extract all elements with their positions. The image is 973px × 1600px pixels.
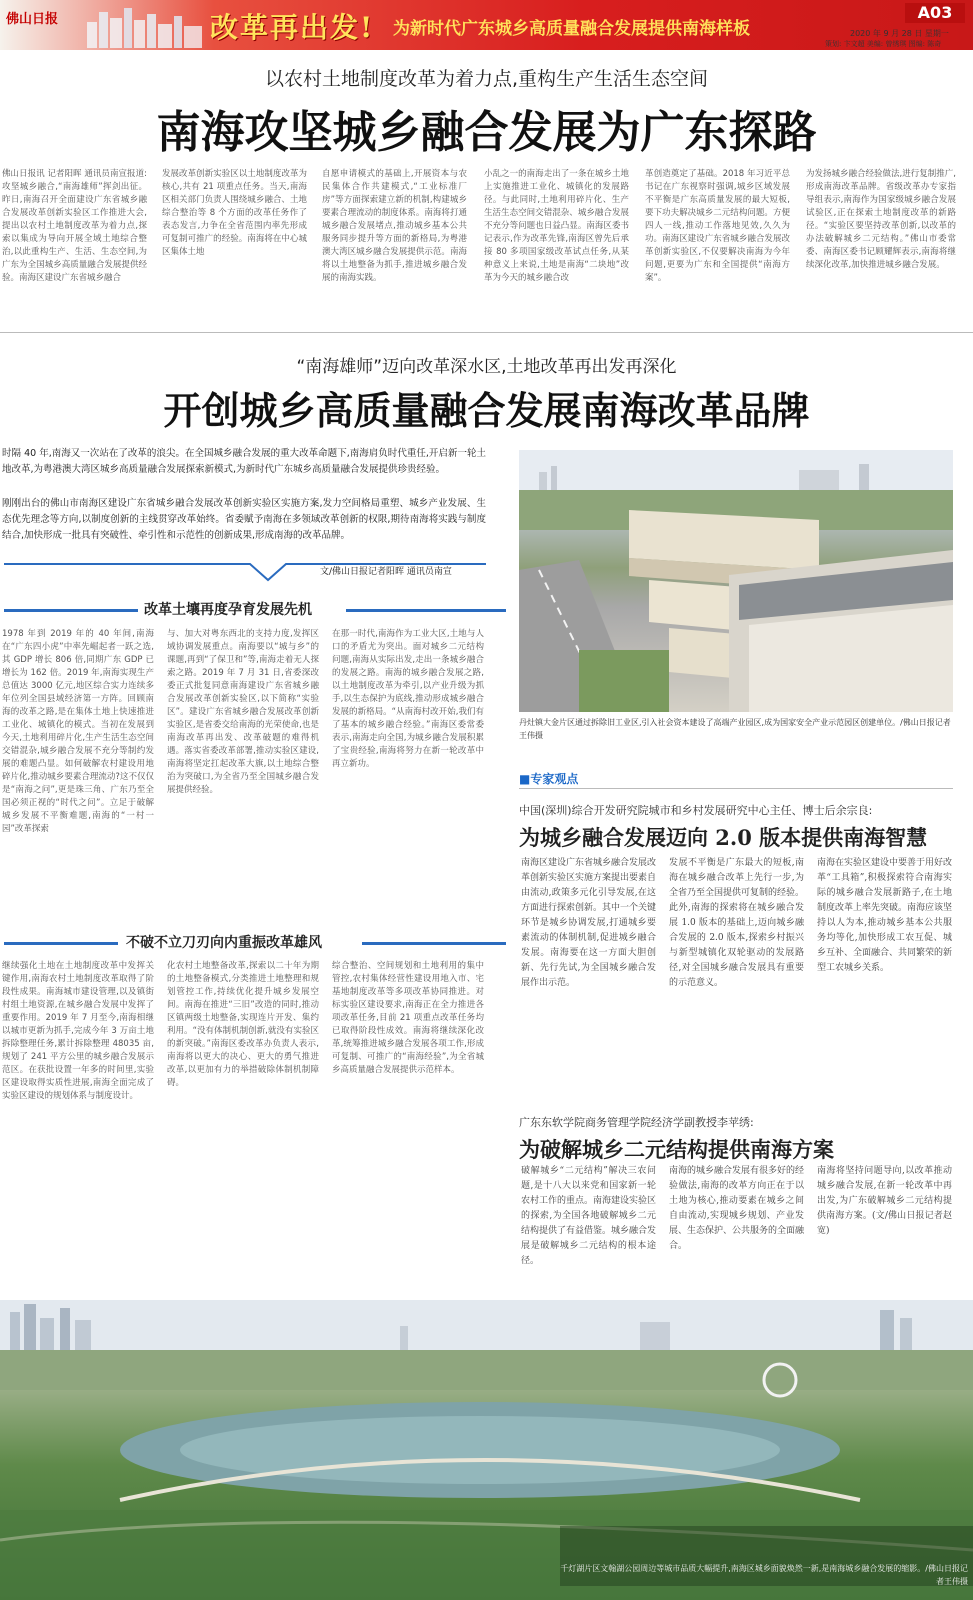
issue-date: 2020 年 9 月 28 日 星期一 (850, 29, 949, 38)
section2-column-3: 综合整治、空间规划和土地利用的集中管控,农村集体经营性建设用地入市、宅基地制度改革等多项改革协同推进。对标实验区建设要求,南海正在全力推进各项改革任务,目前 21 项重点改革任务均已取得阶段性成效。南海将继续深化改革,统筹推进城乡融合发展各项工作,形成可复制、可推广的“南海经验”,为全省城乡高质量融合发展提供示范样本。 (332, 961, 484, 1075)
section1-column-3: 在那一时代,南海作为工业大区,土地与人口的矛盾尤为突出。面对城乡二元结构问题,南海从实际出发,走出一条城乡融合的发展之路。南海的城乡融合发展之路,以土地制度改革为牵引,以产业升级为抓手,以生态保护为底线,推动形成城乡融合发展的新格局。“从南海村改开始,我们有了基本的城乡融合经验。”南海区委常委表示,南海走向全国,为城乡融合发展积累了宝贵经验,南海将努力在新一轮改革中再立新功。 (332, 629, 484, 769)
section1-header (0, 600, 510, 620)
expert2-title: 为破解城乡二元结构提供南海方案 (519, 1137, 834, 1162)
section1-title: 改革土壤再度孕育发展先机 (144, 602, 312, 618)
article1-headline: 南海攻坚城乡融合发展为广东探路 (156, 107, 817, 158)
section2-column-1: 继续强化土地在土地制度改革中发挥关键作用,南海农村土地制度改革取得了阶段性成果。南海城市建设管理,以及镇街村组土地资源,在城乡融合发展中发挥了重要作用。2019 年 7 月至今,南海相继以城市更新为抓手,完成今年 3 万亩土地拆除整理任务,累计拆除整理 48035 亩,规划了 241 平方公里的城乡融合发展示范区。在获批设置一年多的时间里,实验区建设取得实质性进展,南海全面完成了实验区建设的规划体系与制度设计。 (2, 961, 154, 1101)
expert1-title: 为城乡融合发展迈向 2.0 版本提供南海智慧 (519, 825, 928, 850)
expert-views-tag: ■专家观点 (519, 772, 579, 786)
expert1-kicker: 中国(深圳)综合开发研究院城市和乡村发展研究中心主任、博士后余宗良: (519, 804, 873, 817)
section2-column-2: 化农村土地整备改革,探索以二十年为期的土地整备模式,分类推进土地整理和规划管控工作,持续优化提升城乡发展空间。南海在推进“三旧”改造的同时,推动区镇两级土地整备,实现连片开发、集约利用。“没有体制机制创新,就没有实验区的新突破。”南海区委改革办负责人表示,南海将以更大的决心、更大的勇气推进改革,以更加有力的举措破除体制机制障碍。 (167, 961, 319, 1088)
article2-lead-2: 刚刚出台的佛山市南海区建设广东省城乡融合发展改革创新实验区实施方案,发力空间格局重塑、城乡产业发展、生态优先理念等方向,以制度创新的主线贯穿改革始终。省委赋予南海在多领域改革创新的权限,期待南海将实践与制度结合,加快形成一批具有突破性、牵引性和示范性的创新成果,形成南海的改革品牌。 (2, 498, 486, 541)
article1-column-1: 佛山日报讯 记者阳晖 通讯员南宣报道:攻坚城乡融合,“南海雄师”挥剑出征。昨日,南海召开全面建设广东省城乡融合发展改革创新实验区工作推进大会,提出以农村土地制度改革为着力点,探索以集成为导向开展全域土地综合整治,以此重构生产、生活、生态空间,为广东为全国城乡高质量融合发展提供经验。南海区建设广东省城乡融合 (2, 169, 147, 283)
section1-column-1: 1978 年到 2019 年的 40 年间,南海在“广东四小虎”中率先崛起者一跃之选,其 GDP 增长 806 倍,同期广东 GDP 已增长为 162 倍。2019 年,南海实现生产总值达 3000 亿元,地区综合实力连续多年位列全国县域经济第一方阵。回顾南海的改革之路,是在集体土地上快速推进工业化、城镇化的模式。当初在发展到今天,土地利用碎片化,生产生活生态空间交错混杂,城乡融合发展不充分等制约发展的难题凸显。如何破解农村建设用地碎片化,推动城乡要素合理流动?这不仅仅是“南海之问”,更是珠三角、广东乃至全国必须正视的“时代之问”。立足于破解城乡发展不平衡难题,南海的“一村一园”改革探索 (2, 629, 154, 834)
article2-lead-1: 时隔 40 年,南海又一次站在了改革的浪尖。在全国城乡融合发展的重大改革命题下,南海肩负时代重任,开启新一轮土地改革,为粤港澳大湾区城乡高质量融合发展探索新模式,为新时代广东城乡高质量融合发展提供珍贵经验。 (2, 448, 486, 475)
lakeside-park-photo-drawing (0, 1300, 973, 1600)
section2-rule-left (4, 942, 118, 945)
industrial-park-photo (519, 450, 953, 712)
section1-rule-left (4, 609, 138, 612)
expert1-column-3: 南海在实验区建设中要善于用好改革“工具箱”,积极探索符合南海实际的城乡融合发展新路子,在土地制度改革上率先突破。南海应该坚持以人为本,推动城乡基本公共服务均等化,加快形成工农互促、城乡互补、全面融合、共同繁荣的新型工农城乡关系。 (817, 858, 952, 973)
article2-kicker: “南海雄师”迈向改革深水区,土地改革再出发再深化 (296, 357, 677, 377)
article1-column-2: 发展改革创新实验区以土地制度改革为核心,共有 21 项重点任务。当天,南海区相关部门负责人围绕城乡融合、土地综合整治等 8 个方面的改革任务作了表态发言,力争在全省范围内率先形成可复制可推广的经验。南海将在中心城区集体土地 (162, 169, 307, 257)
newspaper-logo: 佛山日报 (6, 12, 59, 27)
article1-column-6: 为发扬城乡融合经验做法,进行复制推广,形成南海改革品牌。省级改革办专家指导组表示,南海作为国家级城乡融合发展试验区,正在探索土地制度改革的新路径。“实验区要坚持改革创新,以改革的办法破解城乡二元结构。”佛山市委常委、南海区委书记顾耀辉表示,南海将继续深化改革,加快推进城乡融合发展。 (806, 169, 956, 270)
expert2-column-3: 南海将坚持问题导向,以改革推动城乡融合发展,在新一轮改革中再出发,为广东破解城乡二元结构提供南海方案。(文/佛山日报记者赵宽) (817, 1166, 952, 1236)
section-divider (0, 332, 973, 333)
section2-header (0, 933, 510, 953)
banner-title: 改革再出发! (210, 11, 375, 44)
banner-subtitle: 为新时代广东城乡高质量融合发展提供南海样板 (393, 19, 750, 39)
expert1-column-2: 发展不平衡是广东最大的短板,南海在城乡融合改革上先行一步,为全省乃至全国提供可复制的经验。此外,南海的探索将在城乡融合发展 1.0 版本的基础上,迈向城乡融合发展的 2.0 版本,探索乡村振兴与新型城镇化双轮驱动的发展路径,对全国城乡融合发展具有重要的示范意义。 (669, 858, 804, 988)
skyline-decoration-icon (85, 4, 205, 48)
article2-headline: 开创城乡高质量融合发展南海改革品牌 (163, 388, 810, 433)
expert2-kicker: 广东东软学院商务管理学院经济学副教授李苹绣: (519, 1116, 754, 1129)
industrial-park-photo-drawing (519, 450, 953, 712)
expert1-column-1: 南海区建设广东省城乡融合发展改革创新实验区实施方案提出要素自由流动,政策多元化引导发展,在这方面进行探索创新。其中一个关键环节是城乡协调发展,打通城乡要素流动的体制机制,促进城乡融合发展。南海要在这一方面大胆创新、先行先试,为全国城乡融合发展作出示范。 (521, 858, 656, 988)
article1-column-5: 革创造奠定了基础。2018 年习近平总书记在广东视察时强调,城乡区域发展不平衡是广东高质量发展的最大短板,要下功夫解决城乡二元结构问题。方便四人一线,推动工作落地见效,久久为功。南海区建设广东省城乡融合发展改革创新实验区,不仅要解决南海为今年问题,更要为广东和全国提供“南海方案”。 (645, 169, 790, 283)
article1-column-3: 自愿申请模式的基础上,开展资本与农民集体合作共建模式,“工业标准厂房”等方面探索建立新的机制,构建城乡要素合理流动的制度体系。南海将打通城乡融合发展堵点,推动城乡基本公共服务同步提升等方面的新格局,为粤港澳大湾区城乡融合发展提供示范。南海将以土地整备为抓手,推进城乡融合发展的南海实践。 (322, 169, 467, 283)
article2-byline: 文/佛山日报记者阳晖 通讯员南宣 (320, 567, 452, 577)
article1-kicker: 以农村土地制度改革为着力点,重构生产生活生态空间 (264, 68, 709, 90)
expert-divider (519, 788, 953, 789)
section2-rule-right (362, 942, 506, 945)
section2-title: 不破不立刀刃向内重振改革雄风 (126, 935, 322, 951)
expert2-column-1: 破解城乡“二元结构”解决三农问题,是十八大以来党和国家新一轮农村工作的重点。南海建设实验区的探索,为全国各地破解城乡二元结构提供了有益借鉴。城乡融合发展是破解城乡二元结构的根本途径。 (521, 1166, 656, 1266)
photo2-caption: 千灯湖片区文翰湖公园周边等城市品质大幅提升,南海区城乡面貌焕然一新,是南海城乡融合发展的缩影。/佛山日报记者王伟摄 (560, 1564, 968, 1586)
article1-column-4: 小乱之一的南海走出了一条在城乡土地上实施推进工业化、城镇化的发展路径。与此同时,土地利用碎片化、生产生活生态空间交错混杂、城乡融合发展不充分等问题也日益凸显。南海区委书记表示,作为改革先锋,南海区曾先后承接 80 多项国家级改革试点任务,从某种意义上来说,土地是南海“二块地”改革为今天的城乡融合改 (484, 169, 629, 283)
page-number: A03 (905, 3, 965, 23)
lakeside-park-photo (0, 1300, 973, 1600)
editor-credits: 策划: 卞文超 美编: 曾绣琪 图编: 陈奇 (825, 40, 942, 48)
section1-rule-right (346, 609, 506, 612)
expert2-column-2: 南海的城乡融合发展有很多好的经验做法,南海的改革方向正在于以土地为核心,推动要素在城乡之间自由流动,实现城乡规划、产业发展、生态保护、公共服务的全面融合。 (669, 1166, 804, 1251)
section1-column-2: 与、加大对粤东西北的支持力度,发挥区域协调发展重点。南海要以“城与乡”的课题,再到“了保卫和”等,南海走着无人探索之路。2019 年 7 月 31 日,省委深改委正式批复同意南海建设广东省城乡融合发展改革创新实验区,以下简称“实验区”。建设广东省城乡融合发展改革创新实验区,是省委交给南海的光荣使命,也是南海改革再出发、改革破题的难得机遇。落实省委改革部署,推动实验区建设,南海将坚定扛起改革大旗,以土地综合整治为突破口,为全省乃至全国城乡融合发展提供经验。 (167, 629, 319, 795)
photo1-caption: 丹灶镇大金片区通过拆除旧工业区,引入社会资本建设了高端产业园区,成为国家安全产业示范园区创建单位。/佛山日报记者王伟摄 (519, 718, 951, 740)
